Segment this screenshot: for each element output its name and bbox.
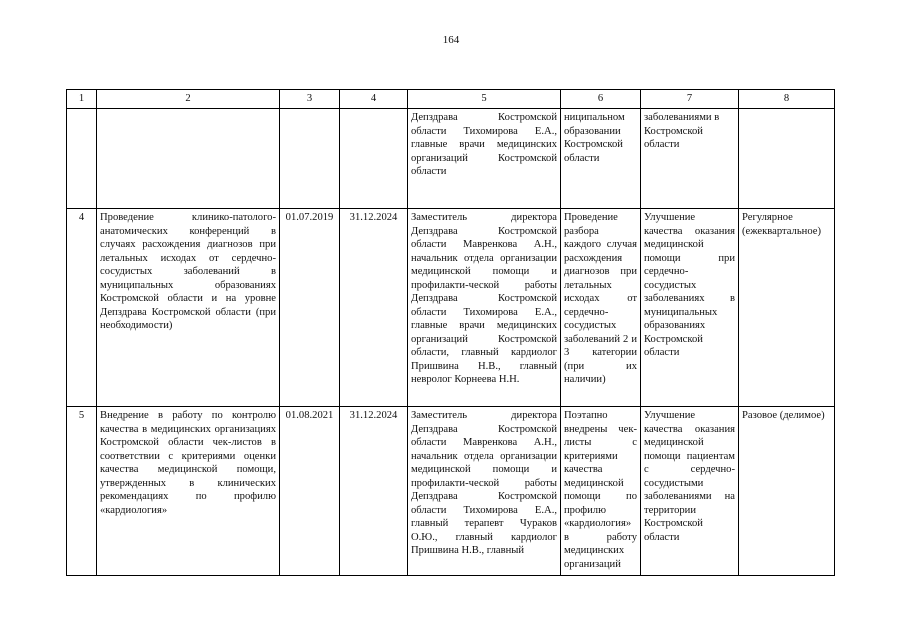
result-cell: ниципальном образовании Костромской области bbox=[561, 109, 641, 209]
activity-cell bbox=[97, 109, 280, 209]
header-cell: 4 bbox=[340, 90, 408, 109]
start-date-cell bbox=[280, 109, 340, 209]
row-number-cell bbox=[67, 109, 97, 209]
table-row bbox=[67, 209, 835, 407]
header-cell: 3 bbox=[280, 90, 340, 109]
frequency-cell bbox=[739, 109, 835, 209]
effect-cell: Улучшение качества оказания медицинской помощи при сердечно-сосудистых заболеваниях в муниципальных образованиях Костромской области bbox=[641, 209, 739, 407]
effect-cell: Улучшение качества оказания медицинской помощи пациентам с сердечно-сосудистыми заболеваниями на территории Костромской области bbox=[641, 407, 739, 576]
responsible-cell: Заместитель директора Депздрава Костромской области Мавренкова А.Н., начальник отдела организации медицинской помощи и профилакти-ческой работы Депздрава Костромской области Тихомирова Е.А., главный терапевт Чураков О.Ю., главный кардиолог Пришвина Н.В., главный bbox=[408, 407, 561, 576]
header-cell: 7 bbox=[641, 90, 739, 109]
frequency-cell: Разовое (делимое) bbox=[739, 407, 835, 576]
row-number-cell: 4 bbox=[67, 209, 97, 407]
header-cell: 5 bbox=[408, 90, 561, 109]
table-header-row bbox=[67, 90, 835, 109]
header-cell: 1 bbox=[67, 90, 97, 109]
activity-cell: Внедрение в работу по контролю качества в медицинских организациях Костромской области чек-листов в соответствии с критериями оценки качества медицинской помощи, утвержденных в клинических рекомендациях по профилю «кардиология» bbox=[97, 407, 280, 576]
activity-cell: Проведение клинико-патолого-анатомических конференций в случаях расхождения диагнозов при летальных исходах от сердечно-сосудистых заболеваний в муниципальных образованиях Костромской области и на уровне Депздрава Костромской области (при необходимости) bbox=[97, 209, 280, 407]
result-cell: Проведение разбора каждого случая расхождения диагнозов при летальных исходах от сердечно-сосудистых заболеваний 2 и 3 категории (при их наличии) bbox=[561, 209, 641, 407]
end-date-cell: 31.12.2024 bbox=[340, 407, 408, 576]
measures-table bbox=[66, 89, 835, 576]
end-date-cell: 31.12.2024 bbox=[340, 209, 408, 407]
table-row bbox=[67, 407, 835, 576]
result-cell: Поэтапно внедрены чек-листы с критериями качества медицинской помощи по профилю «кардиология» в работу медицинских организаций bbox=[561, 407, 641, 576]
responsible-cell: Заместитель директора Депздрава Костромской области Мавренкова А.Н., начальник отдела организации медицинской помощи и профилакти-ческой работы Депздрава Костромской области Тихомирова Е.А., главные врачи медицинских организаций Костромской области, главный кардиолог Пришвина Н.В., главный невролог Корнеева Н.Н. bbox=[408, 209, 561, 407]
effect-cell: заболеваниями в Костромской области bbox=[641, 109, 739, 209]
responsible-cell: Депздрава Костромской области Тихомирова Е.А., главные врачи медицинских организаций Костромской области bbox=[408, 109, 561, 209]
header-cell: 8 bbox=[739, 90, 835, 109]
end-date-cell bbox=[340, 109, 408, 209]
frequency-cell: Регулярное (ежеквартальное) bbox=[739, 209, 835, 407]
table-row bbox=[67, 109, 835, 209]
start-date-cell: 01.08.2021 bbox=[280, 407, 340, 576]
row-number-cell: 5 bbox=[67, 407, 97, 576]
header-cell: 6 bbox=[561, 90, 641, 109]
start-date-cell: 01.07.2019 bbox=[280, 209, 340, 407]
page-number: 164 bbox=[442, 34, 460, 46]
header-cell: 2 bbox=[97, 90, 280, 109]
